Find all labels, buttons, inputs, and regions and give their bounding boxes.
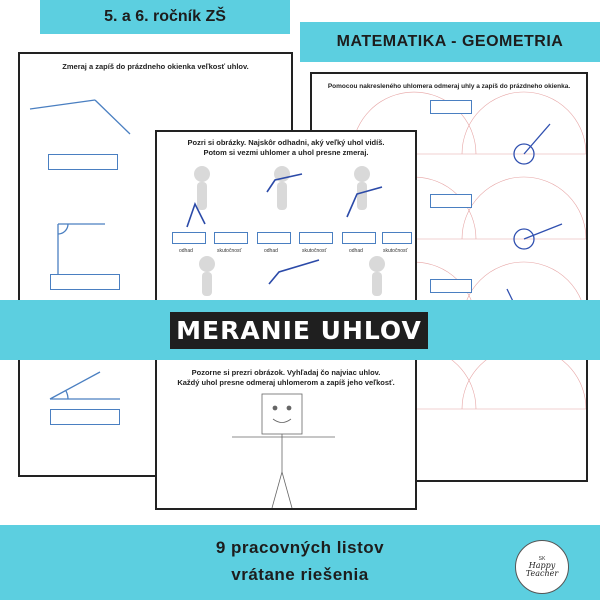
actual-box (214, 232, 248, 244)
answer-box (48, 154, 118, 170)
worksheet-middle-instruction-4: Každý uhol presne odmeraj uhlomerom a zapíš jeho veľkosť. (177, 378, 395, 387)
actual-label: skutočnosť (383, 248, 408, 254)
footer-line-1: 9 pracovných listov (215, 538, 385, 557)
title-box (170, 312, 428, 349)
answer-box (50, 274, 120, 290)
page-title: MERANIE UHLOV (176, 316, 422, 345)
estimate-label: odhad (264, 248, 278, 254)
answer-box (430, 100, 472, 114)
actual-label: skutočnosť (302, 248, 327, 254)
logo-text: Happy Teacher (525, 561, 559, 578)
answer-box (50, 409, 120, 425)
worksheet-left-instruction: Zmeraj a zapíš do prázdneho okienka veľkosť uhlov. (62, 62, 249, 71)
estimate-box (257, 232, 291, 244)
worksheet-middle-instruction-2: Potom si vezmi uhlomer a uhol presne zmeraj. (203, 148, 369, 157)
worksheet-right-instruction: Pomocou nakresleného uhlomera odmeraj uhly a zapíš do prázdneho okienka. (327, 83, 571, 90)
actual-box (299, 232, 333, 244)
worksheet-middle-instruction-3: Pozorne si prezri obrázok. Vyhľadaj čo najviac uhlov. (191, 368, 381, 377)
answer-box (430, 279, 472, 293)
footer-line-2: vrátane riešenia (231, 565, 369, 584)
subject-banner (300, 22, 600, 62)
worksheet-middle-instruction-1: Pozri si obrázky. Najskôr odhadni, aký veľký uhol vidíš. (187, 138, 385, 147)
actual-label: skutočnosť (217, 248, 242, 254)
actual-box (382, 232, 412, 244)
footer-banner (0, 525, 600, 600)
estimate-box (342, 232, 376, 244)
logo-flag-label: SK (538, 556, 546, 562)
answer-box (430, 194, 472, 208)
brand-logo (515, 540, 569, 594)
grade-banner (40, 0, 290, 34)
estimate-box (172, 232, 206, 244)
grade-label: 5. a 6. ročník ZŠ (104, 8, 226, 25)
estimate-label: odhad (349, 248, 363, 254)
estimate-label: odhad (179, 248, 193, 254)
subject-label: MATEMATIKA - GEOMETRIA (336, 33, 564, 50)
